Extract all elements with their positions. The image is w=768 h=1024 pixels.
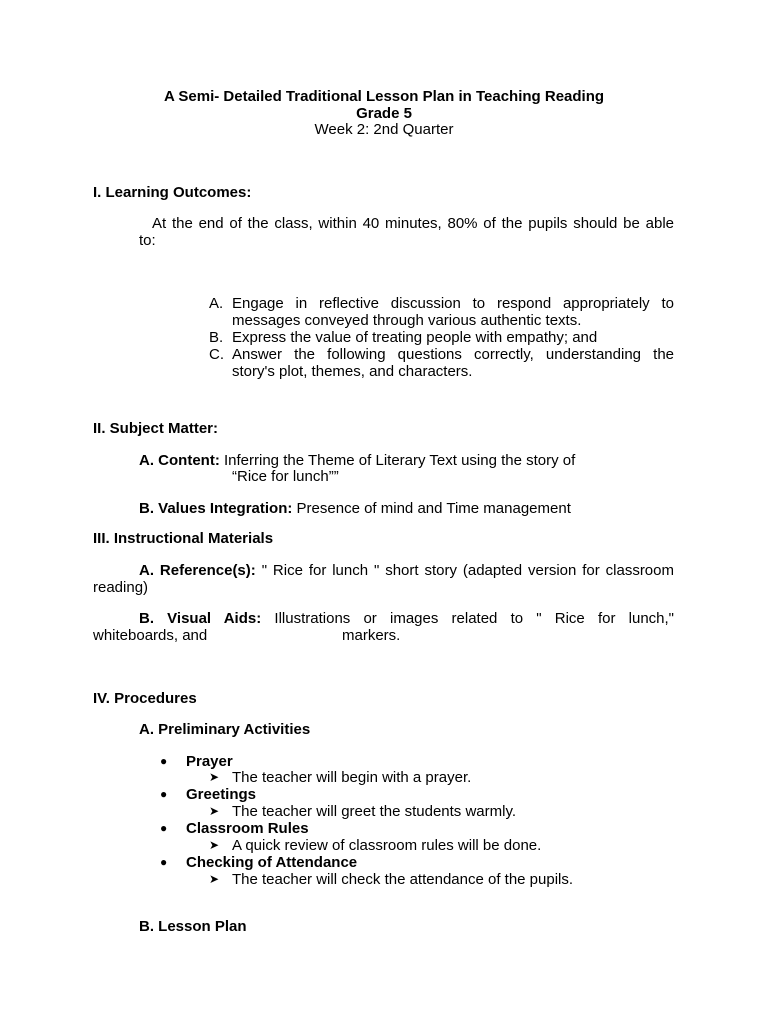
reference-label: A. Reference(s): [139, 562, 256, 579]
activity-detail: The teacher will begin with a prayer. [232, 769, 472, 786]
visual-aids-text-cont-a: whiteboards, and [93, 627, 208, 644]
outcome-item-text: Express the value of treating people with empathy; and [232, 329, 598, 346]
arrow-bullet-icon: ➤ [209, 770, 220, 784]
reference-line [139, 562, 674, 579]
activity-title: Checking of Attendance [186, 854, 358, 871]
outcome-item-text-cont: story's plot, themes, and characters. [232, 363, 473, 380]
content-text: Inferring the Theme of Literary Text using the story of [224, 452, 576, 469]
outcome-item-text-cont: messages conveyed through various authentic texts. [232, 312, 582, 329]
content-line [139, 452, 575, 469]
bullet-icon: ● [160, 821, 168, 835]
activity-title: Greetings [186, 786, 257, 803]
arrow-bullet-icon: ➤ [209, 838, 220, 852]
outcome-marker: C. [209, 346, 224, 363]
bullet-icon: ● [160, 754, 168, 768]
reference-text-cont: reading) [93, 579, 149, 596]
activity-title: Prayer [186, 753, 233, 770]
section-heading-instructional-materials: III. Instructional Materials [93, 530, 274, 547]
activity-detail: A quick review of classroom rules will be done. [232, 837, 542, 854]
activity-title: Classroom Rules [186, 820, 309, 837]
values-label: B. Values Integration: [139, 500, 293, 517]
reference-text: " Rice for lunch " short story (adapted version for classroom [261, 562, 674, 579]
content-label: A. Content: [139, 452, 220, 469]
content-text-cont: “Rice for lunch”” [232, 468, 339, 485]
outcome-item-text: Answer the following questions correctly, understanding the [232, 346, 674, 363]
learning-outcomes-intro: At the end of the class, within 40 minutes, 80% of the pupils should be able [152, 215, 674, 232]
visual-aids-label: B. Visual Aids: [139, 610, 262, 627]
outcome-marker: A. [209, 295, 224, 312]
visual-aids-line [139, 610, 674, 627]
arrow-bullet-icon: ➤ [209, 804, 220, 818]
section-heading-procedures: IV. Procedures [93, 690, 197, 707]
values-line [139, 500, 571, 517]
bullet-icon: ● [160, 855, 168, 869]
document-title: A Semi- Detailed Traditional Lesson Plan in Teaching Reading [163, 88, 605, 105]
arrow-bullet-icon: ➤ [209, 872, 220, 886]
lesson-plan-heading: B. Lesson Plan [139, 918, 247, 935]
grade-label: Grade 5 [356, 105, 412, 122]
outcome-item-text: Engage in reflective discussion to respond appropriately to [232, 295, 674, 312]
preliminary-activities-heading: A. Preliminary Activities [139, 721, 311, 738]
section-heading-learning-outcomes: I. Learning Outcomes: [93, 184, 252, 201]
activity-detail: The teacher will check the attendance of the pupils. [232, 871, 574, 888]
bullet-icon: ● [160, 787, 168, 801]
outcome-marker: B. [209, 329, 224, 346]
week-label: Week 2: 2nd Quarter [314, 121, 454, 138]
values-text: Presence of mind and Time management [296, 500, 571, 517]
learning-outcomes-intro-cont: to: [139, 232, 156, 249]
activity-detail: The teacher will greet the students warmly. [232, 803, 517, 820]
section-heading-subject-matter: II. Subject Matter: [93, 420, 219, 437]
visual-aids-text-cont-b: markers. [342, 627, 401, 644]
visual-aids-text: Illustrations or images related to " Rice for lunch," [274, 610, 674, 627]
